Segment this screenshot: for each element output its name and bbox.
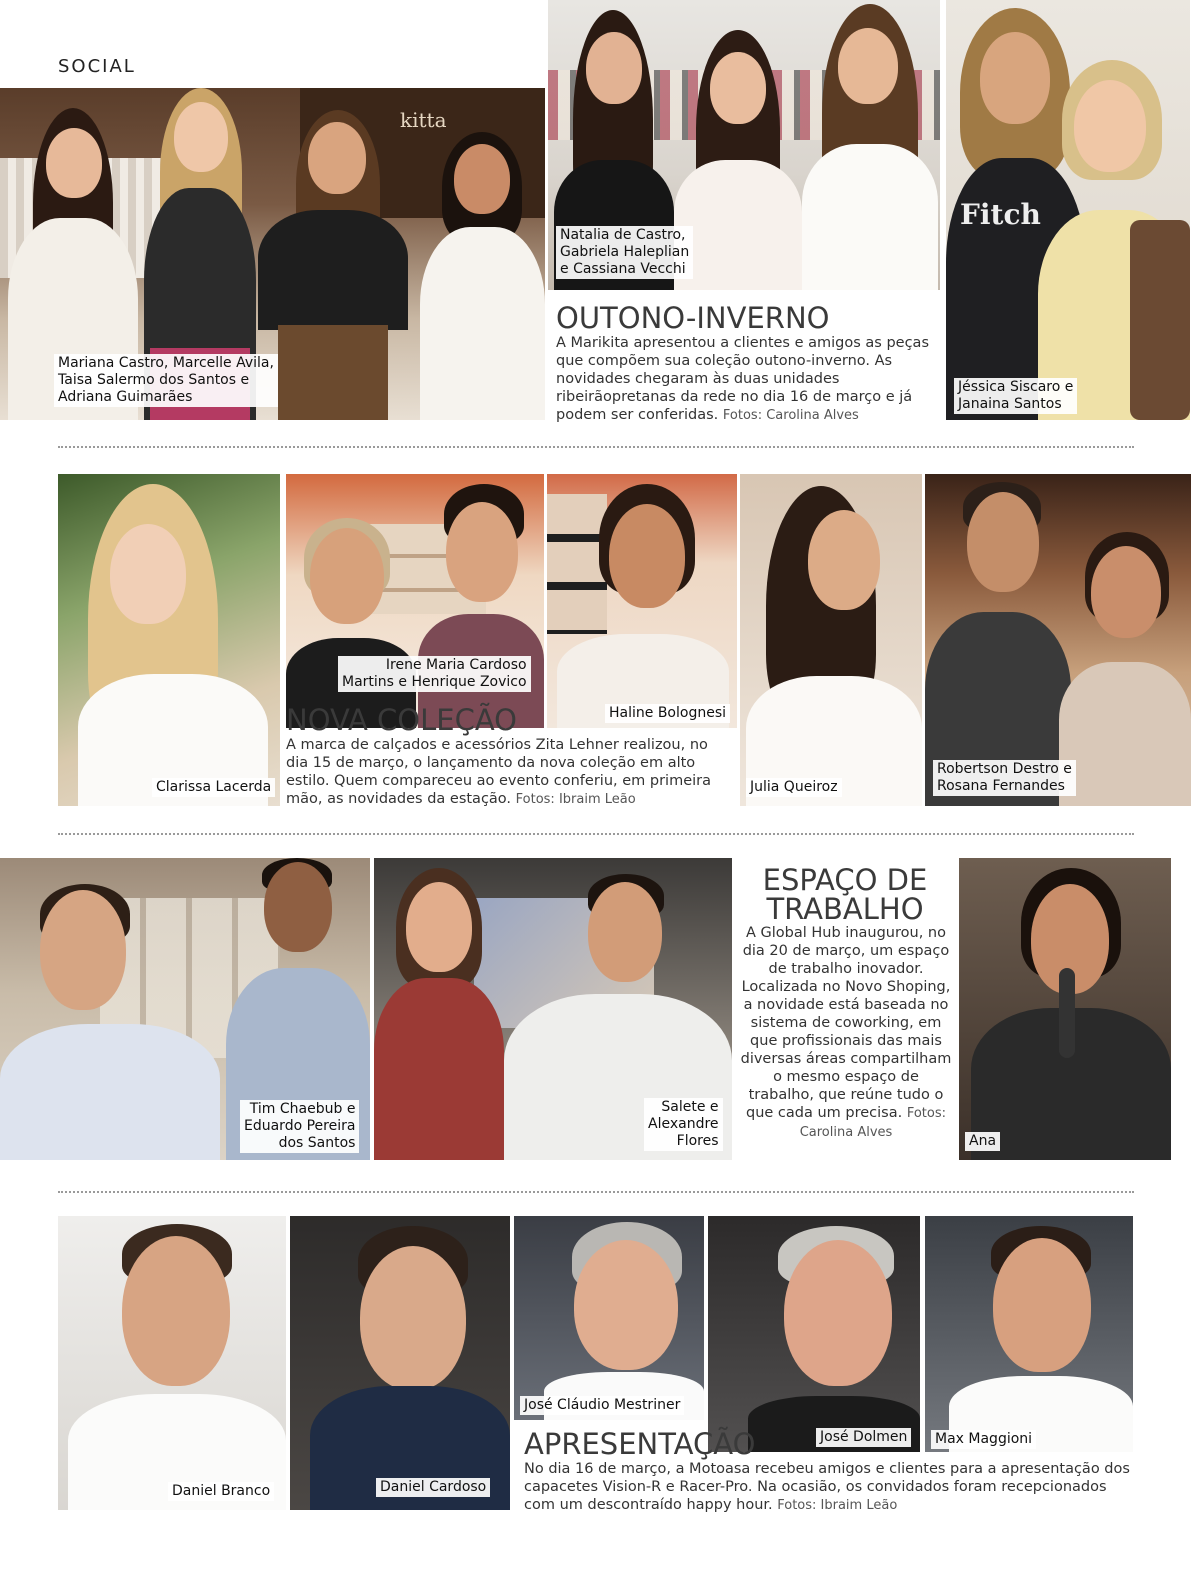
section-tag: SOCIAL (58, 56, 136, 77)
section-title: NOVA COLEÇÃO (286, 703, 518, 737)
person (746, 486, 922, 806)
photo-caption: José Dolmen (816, 1428, 911, 1447)
photo-person-2 (286, 474, 544, 728)
photo-person-5 (925, 474, 1191, 806)
photo-speaker (959, 858, 1171, 1160)
person (258, 110, 408, 420)
person (1038, 60, 1190, 420)
person (310, 1226, 510, 1510)
store-sign: kitta (400, 108, 447, 132)
person (557, 484, 729, 728)
person (1059, 532, 1191, 806)
person (420, 132, 545, 420)
person (286, 518, 416, 728)
photo-duo (946, 0, 1190, 420)
photo-duo-standing (374, 858, 732, 1160)
person (68, 1224, 286, 1510)
section-divider (58, 1191, 1134, 1193)
person (798, 4, 940, 290)
photo-credit: Fotos: Carolina Alves (722, 408, 859, 423)
photo-caption: Daniel Branco (168, 1482, 274, 1501)
photo-group-four (0, 88, 545, 420)
section-body (556, 334, 942, 425)
photo-portrait-3 (514, 1216, 704, 1420)
person (971, 868, 1171, 1160)
section-divider (58, 833, 1134, 835)
section-body (286, 736, 732, 809)
person (374, 868, 504, 1160)
person (925, 482, 1071, 806)
body-text: A Marikita apresentou a clientes e amigos as peças que compõem sua coleção outono-inverno. As novidades chegaram às duas unidades ribeirãopretanas da rede no dia 16 de março e já podem ser conferidas. (556, 335, 929, 423)
photo-caption: Max Maggioni (931, 1430, 1036, 1449)
photo-portrait-2 (290, 1216, 510, 1510)
photo-duo-seated (0, 858, 370, 1160)
photo-caption: Jéssica Siscaro e Janaina Santos (954, 378, 1077, 414)
section-title: ESPAÇO DE TRABALHO (762, 863, 928, 926)
photo-caption: Daniel Cardoso (376, 1478, 490, 1497)
photo-portrait-5 (925, 1216, 1133, 1452)
section-title: APRESENTAÇÃO (524, 1427, 756, 1461)
photo-caption: Clarissa Lacerda (152, 778, 275, 797)
photo-caption: José Cláudio Mestriner (520, 1396, 684, 1415)
photo-caption: Irene Maria Cardoso Martins e Henrique Zovico (338, 656, 531, 692)
person (78, 484, 268, 806)
body-text: No dia 16 de março, a Motoasa recebeu amigos e clientes para a apresentação dos capacetes Vision-R e Racer-Pro. Na ocasião, os convidados foram recepcionados com um descontraído happy hour. (524, 1461, 1130, 1513)
photo-caption: Ana (965, 1132, 1000, 1151)
person (544, 1222, 704, 1420)
microphone-icon (1059, 968, 1075, 1058)
section-divider (58, 446, 1134, 448)
photo-trio (548, 0, 940, 290)
photo-credit: Fotos: Ibraim Leão (515, 792, 636, 807)
section-title: OUTONO-INVERNO (556, 301, 830, 335)
person (748, 1226, 920, 1452)
photo-caption: Haline Bolognesi (605, 704, 730, 723)
photo-person-4 (740, 474, 922, 806)
photo-caption: Salete e Alexandre Flores (644, 1098, 723, 1151)
person (0, 884, 220, 1160)
photo-person-1 (58, 474, 280, 806)
person (949, 1226, 1133, 1452)
photo-caption: Julia Queiroz (746, 778, 842, 797)
photo-caption: Natalia de Castro, Gabriela Haleplian e Cassiana Vecchi (556, 226, 693, 279)
section-body (740, 924, 952, 1142)
body-text: A marca de calçados e acessórios Zita Lehner realizou, no dia 15 de março, o lançamento da nova coleção em alto estilo. Quem compareceu ao evento conferiu, em primeira mão, as novidades da estação. (286, 737, 711, 807)
photo-portrait-1 (58, 1216, 286, 1510)
body-text: A Global Hub inaugurou, no dia 20 de março, um espaço de trabalho inovador. Localizada no Novo Shoping, a novidade está baseada no sistema de coworking, em que profissionais das mais diversas áreas compartilham o mesmo espaço de trabalho, que reúne tudo o que cada um precisa. (740, 925, 952, 1121)
photo-caption: Robertson Destro e Rosana Fernandes (933, 760, 1076, 796)
photo-person-3 (547, 474, 737, 728)
shirt-print: Fitch (960, 198, 1041, 231)
photo-caption: Mariana Castro, Marcelle Avila, Taisa Salermo dos Santos e Adriana Guimarães (54, 354, 278, 407)
photo-credit: Fotos: Ibraim Leão (777, 1498, 898, 1513)
photo-caption: Tim Chaebub e Eduardo Pereira dos Santos (240, 1100, 359, 1153)
photo-credit: Fotos: Carolina Alves (799, 1106, 946, 1140)
section-body (524, 1460, 1134, 1515)
photo-portrait-4 (708, 1216, 920, 1452)
